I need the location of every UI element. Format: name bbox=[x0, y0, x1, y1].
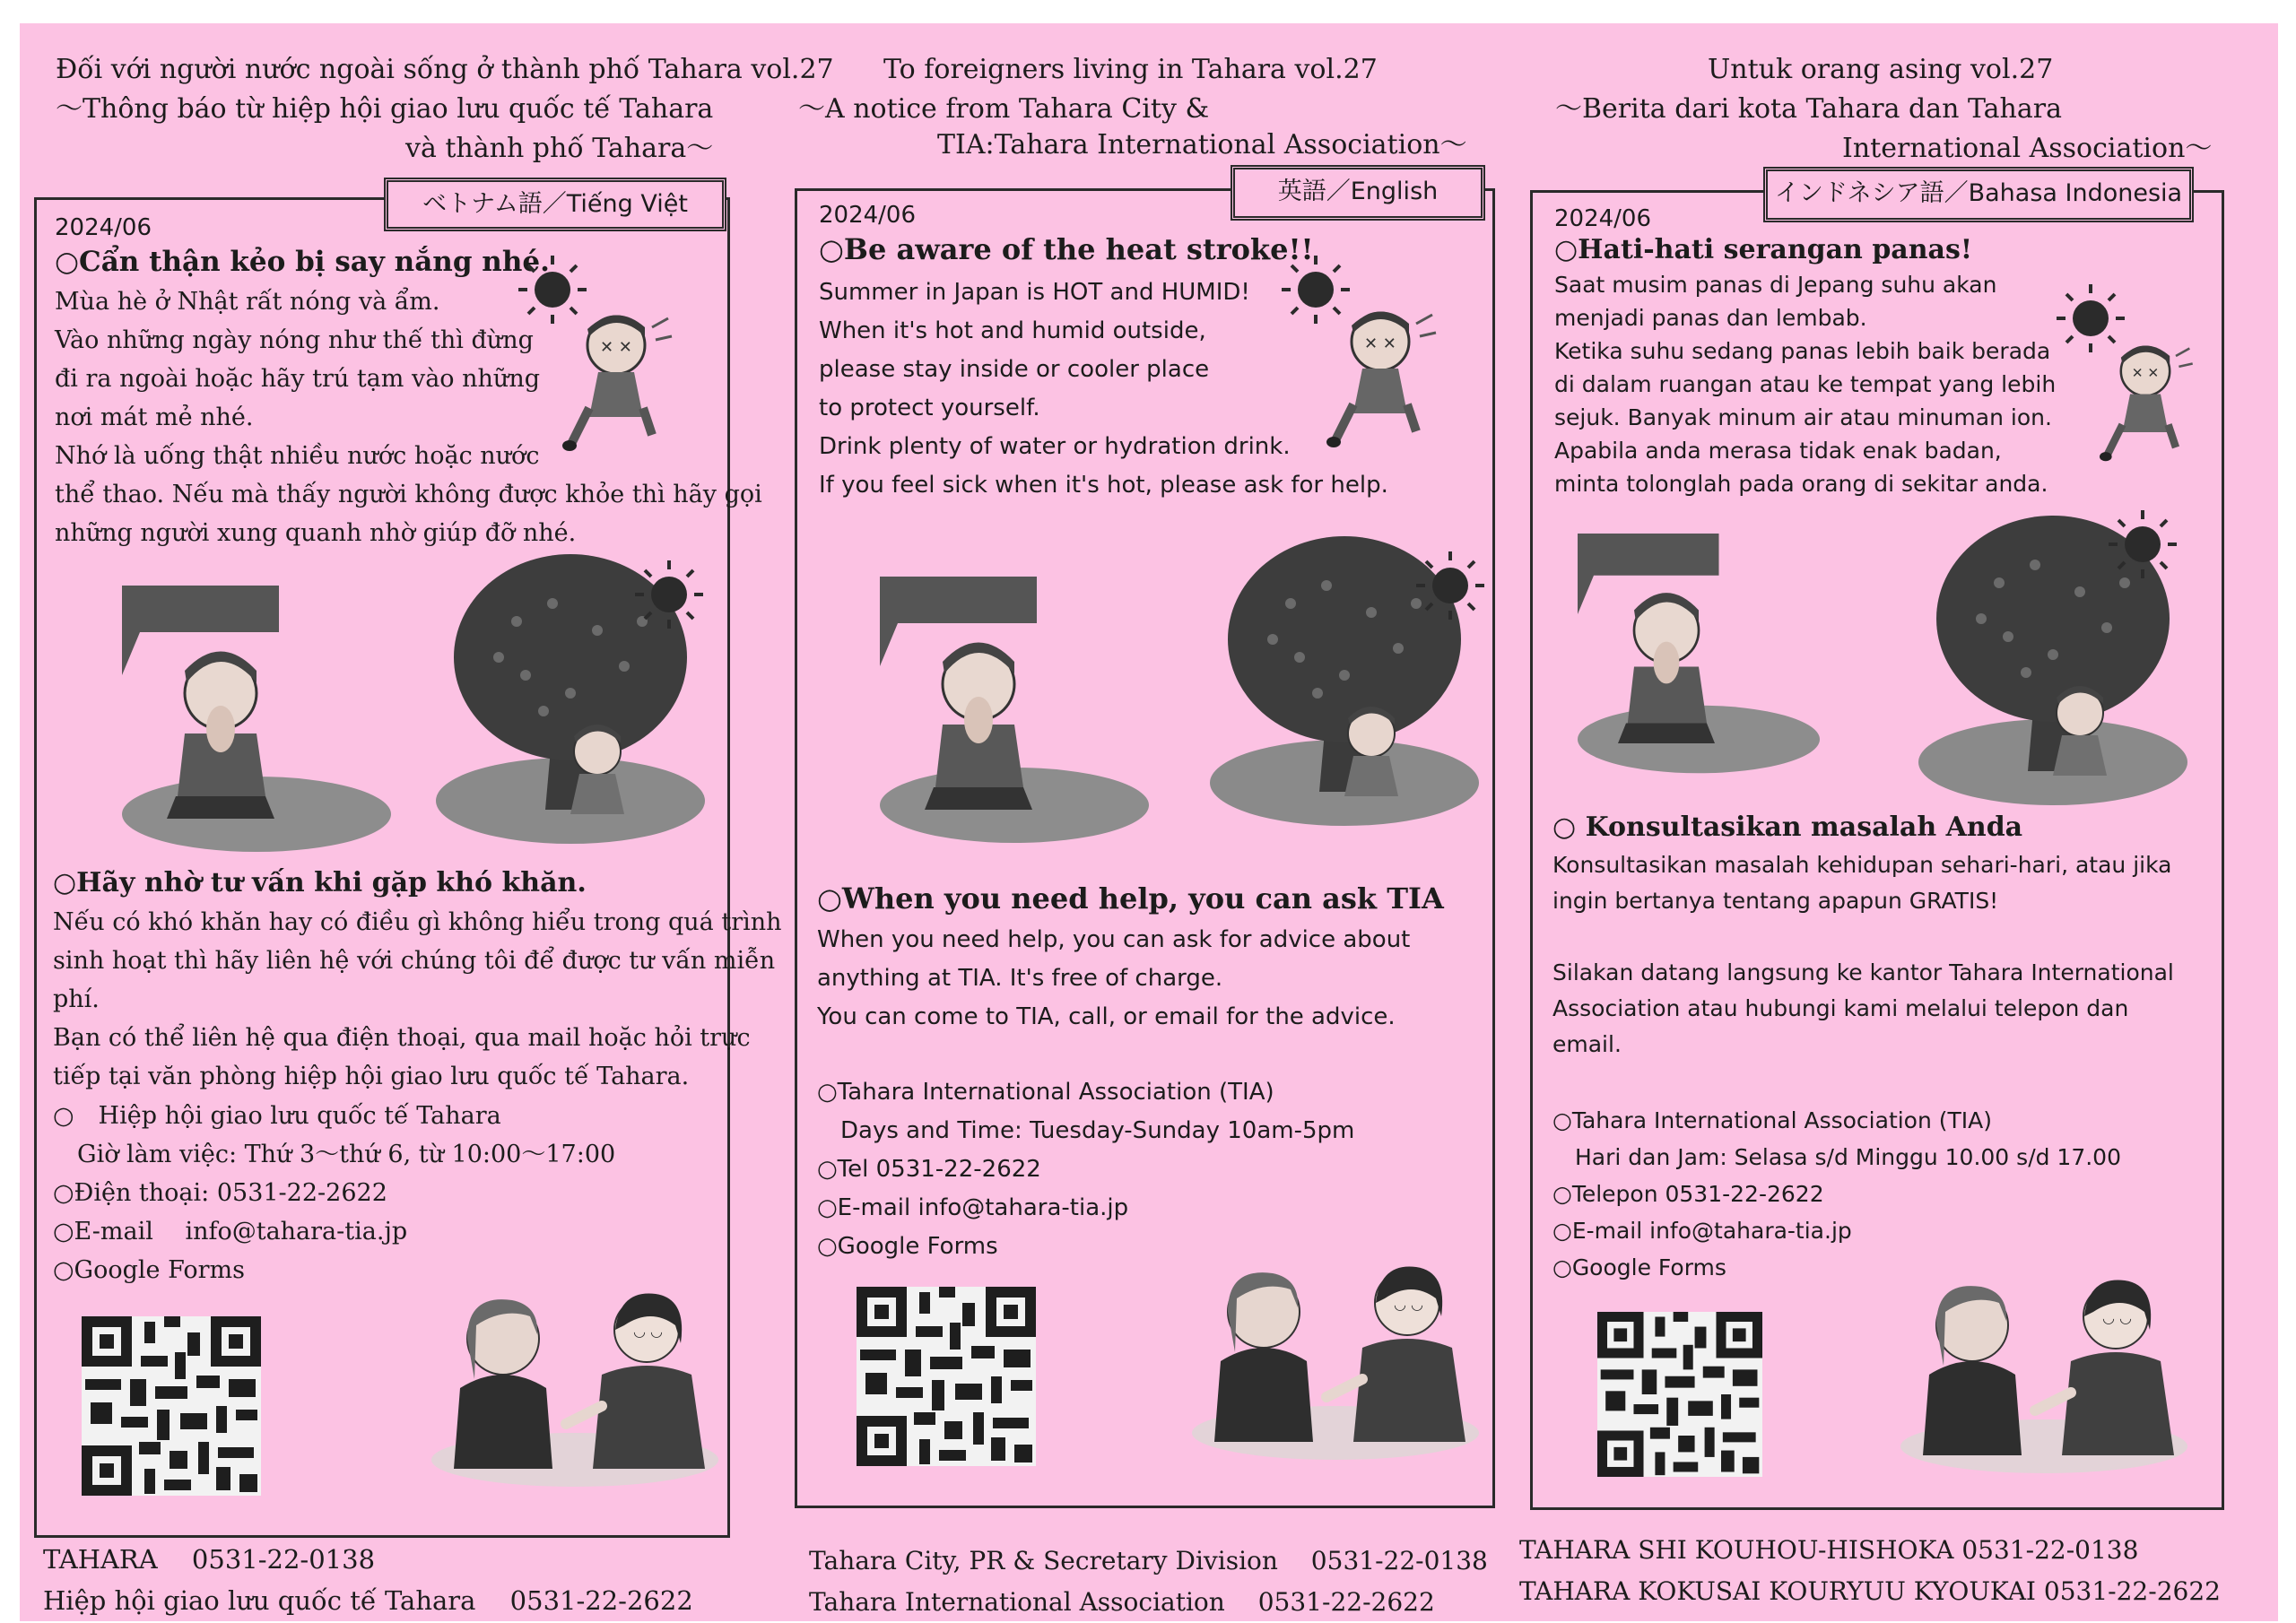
text-line: When you need help, you can ask for advice about bbox=[817, 926, 1411, 953]
text-line: If you feel sick when it's hot, please ask for help. bbox=[819, 472, 1388, 499]
footer-line: Hiệp hội giao lưu quốc tế Tahara 0531-22-2622 bbox=[43, 1585, 693, 1616]
text-line: email. bbox=[1552, 1031, 1622, 1057]
text-line: phí. bbox=[53, 985, 100, 1013]
text-line: ingin bertanya tentang apapun GRATIS! bbox=[1552, 888, 1999, 914]
id-footer bbox=[1519, 1530, 2221, 1612]
vi-language-tag: ベトナム語／Tiếng Việt bbox=[384, 178, 726, 231]
text-line bbox=[1552, 919, 2174, 955]
id-heading-line: International Association～ bbox=[1842, 133, 2213, 164]
vi-heading-line: Đối với người nước ngoài sống ở thành phố Tahara vol.27 bbox=[56, 54, 834, 85]
text-line: please stay inside or cooler place bbox=[819, 356, 1210, 383]
vi-heading bbox=[56, 50, 834, 169]
id-help-text bbox=[1552, 847, 2174, 1063]
qr-code-icon[interactable] bbox=[1597, 1312, 1777, 1491]
footer-line: Tahara City, PR & Secretary Division 0531-22-0138 bbox=[809, 1546, 1488, 1575]
text-line: Mùa hè ở Nhật rất nóng và ẩm. bbox=[55, 288, 440, 316]
text-line: Saat musim panas di Jepang suhu akan bbox=[1554, 272, 1997, 298]
text-line: Ketika suhu sedang panas lebih baik berada bbox=[1554, 338, 2051, 364]
text-line: menjadi panas dan lembab. bbox=[1554, 305, 1867, 331]
text-line: Association atau hubungi kami melalui telepon dan bbox=[1552, 995, 2129, 1021]
indonesian-column bbox=[1492, 23, 2237, 1621]
qr-code-icon[interactable] bbox=[857, 1287, 1036, 1466]
en-help-text bbox=[817, 921, 1410, 1037]
text-line: Drink plenty of water or hydration drink. bbox=[819, 433, 1291, 460]
text-line: Silakan datang langsung ke kantor Tahara International bbox=[1552, 959, 2174, 985]
google-forms-link[interactable]: ○Google Forms bbox=[1552, 1254, 1726, 1280]
vi-content-box bbox=[34, 197, 782, 1538]
text-line: những người xung quanh nhờ giúp đỡ nhé. bbox=[55, 519, 577, 547]
text-line: đi ra ngoài hoặc hãy trú tạm vào những bbox=[55, 365, 540, 393]
footer-line: TAHARA SHI KOUHOU-HISHOKA 0531-22-0138 bbox=[1519, 1535, 2139, 1565]
text-line: Summer in Japan is HOT and HUMID! bbox=[819, 279, 1250, 306]
vi-heading-line: và thành phố Tahara～ bbox=[405, 133, 714, 164]
vi-footer bbox=[43, 1539, 693, 1621]
contact-line: ○Tahara International Association (TIA) bbox=[817, 1079, 1274, 1106]
en-heading bbox=[762, 50, 1491, 161]
vi-help-title: ○Hãy nhờ tư vấn khi gặp khó khăn. bbox=[53, 867, 587, 898]
text-line: When it's hot and humid outside, bbox=[819, 317, 1206, 344]
contact-line: Hari dan Jam: Selasa s/d Minggu 10.00 s/d 17.00 bbox=[1552, 1144, 2121, 1170]
en-content-box bbox=[795, 188, 1495, 1508]
consultation-icon bbox=[1201, 1263, 1488, 1469]
contact-line: ○ Hiệp hội giao lưu quốc tế Tahara bbox=[53, 1102, 501, 1130]
vietnamese-column bbox=[20, 23, 834, 1621]
contact-line: Giờ làm việc: Thứ 3～thứ 6, từ 10:00～17:00 bbox=[53, 1141, 616, 1168]
en-heading-line: TIA:Tahara International Association～ bbox=[937, 129, 1467, 161]
id-heading bbox=[1492, 50, 2237, 169]
text-line: di dalam ruangan atau ke tempat yang lebih bbox=[1554, 371, 2057, 397]
google-forms-link[interactable]: ○Google Forms bbox=[53, 1256, 245, 1284]
en-date: 2024/06 bbox=[819, 202, 917, 229]
id-language-tag: インドネシア語／Bahasa Indonesia bbox=[1763, 167, 2194, 222]
text-line: minta tolonglah pada orang di sekitar anda. bbox=[1554, 471, 2048, 497]
contact-line: Days and Time: Tuesday-Sunday 10am-5pm bbox=[817, 1117, 1355, 1144]
vi-date: 2024/06 bbox=[55, 214, 152, 241]
dizzy-boy-icon bbox=[2100, 341, 2216, 493]
sun-icon bbox=[552, 290, 553, 291]
text-line: tiếp tại văn phòng hiệp hội giao lưu quốc tế Tahara. bbox=[53, 1063, 690, 1090]
id-heat-text bbox=[1554, 268, 2056, 500]
id-date: 2024/06 bbox=[1554, 205, 1652, 232]
vi-heat-title: ○Cẩn thận kẻo bị say nắng nhé. bbox=[55, 246, 550, 278]
contact-line: ○Tahara International Association (TIA) bbox=[1552, 1107, 1993, 1133]
text-line: Apabila anda merasa tidak enak badan, bbox=[1554, 438, 2002, 464]
vi-help-text bbox=[53, 903, 782, 1096]
dizzy-boy-icon bbox=[1326, 306, 1461, 458]
footer-line: TAHARA KOKUSAI KOURYUU KYOUKAI 0531-22-2622 bbox=[1519, 1576, 2221, 1606]
consultation-icon bbox=[1909, 1276, 2196, 1482]
text-line: You can come to TIA, call, or email for the advice. bbox=[817, 1003, 1396, 1030]
id-help-title: ○ Konsultasikan masalah Anda bbox=[1552, 812, 2023, 843]
text-line: Nhớ là uống thật nhiều nước hoặc nước bbox=[55, 442, 540, 470]
vi-contact-list bbox=[53, 1097, 615, 1289]
consultation-icon bbox=[440, 1289, 727, 1496]
text-line: thể thao. Nếu mà thấy người không được khỏe thì hãy gọi bbox=[55, 481, 762, 508]
qr-code-icon[interactable] bbox=[82, 1316, 261, 1496]
text-line: Konsultasikan masalah kehidupan sehari-hari, atau jika bbox=[1552, 852, 2172, 878]
text-line: sinh hoạt thì hãy liên hệ với chúng tôi để được tư vấn miễn bbox=[53, 947, 776, 975]
text-line: anything at TIA. It's free of charge. bbox=[817, 965, 1223, 992]
en-heading-line: ～A notice from Tahara City & bbox=[798, 93, 1210, 125]
text-line: Bạn có thể liên hệ qua điện thoại, qua mail hoặc hỏi trực bbox=[53, 1024, 751, 1052]
boy-in-shade-icon bbox=[1578, 534, 1847, 803]
en-footer bbox=[809, 1541, 1488, 1623]
en-heat-text bbox=[819, 273, 1388, 505]
email-link[interactable]: ○E-mail info@tahara-tia.jp bbox=[1552, 1218, 1852, 1244]
email-link[interactable]: ○E-mail info@tahara-tia.jp bbox=[53, 1218, 408, 1245]
text-line: nơi mát mẻ nhé. bbox=[55, 404, 254, 431]
boy-in-shade-icon bbox=[880, 577, 1149, 846]
id-heading-line: ～Berita dari kota Tahara dan Tahara bbox=[1555, 93, 2062, 125]
google-forms-link[interactable]: ○Google Forms bbox=[817, 1233, 998, 1260]
en-heading-line: To foreigners living in Tahara vol.27 bbox=[883, 54, 1378, 85]
boy-in-shade-icon bbox=[122, 586, 391, 855]
vi-heading-line: ～Thông báo từ hiệp hội giao lưu quốc tế Tahara bbox=[56, 93, 714, 125]
tree-icon bbox=[1927, 520, 2196, 816]
contact-line: ○Điện thoại: 0531-22-2622 bbox=[53, 1179, 387, 1207]
text-line: Vào những ngày nóng như thế thì đừng bbox=[55, 326, 534, 354]
dizzy-boy-icon bbox=[562, 309, 697, 462]
text-line: Nếu có khó khăn hay có điều gì không hiểu trong quá trình bbox=[53, 908, 782, 936]
id-contact-list bbox=[1552, 1102, 2121, 1286]
en-language-tag: 英語／English bbox=[1231, 165, 1485, 221]
en-help-title: ○When you need help, you can ask TIA bbox=[817, 881, 1444, 916]
text-line: sejuk. Banyak minum air atau minuman ion. bbox=[1554, 404, 2052, 430]
english-column bbox=[762, 23, 1491, 1621]
text-line: to protect yourself. bbox=[819, 395, 1040, 421]
footer-line: Tahara International Association 0531-22-2622 bbox=[809, 1587, 1435, 1617]
en-contact-list bbox=[817, 1073, 1354, 1266]
en-heat-title: ○Be aware of the heat stroke!! bbox=[819, 232, 1314, 266]
flyer-sheet bbox=[20, 23, 2278, 1621]
sun-icon bbox=[2143, 544, 2144, 545]
contact-line: ○Telepon 0531-22-2622 bbox=[1552, 1181, 1824, 1207]
email-link[interactable]: ○E-mail info@tahara-tia.jp bbox=[817, 1194, 1129, 1221]
contact-line: ○Tel 0531-22-2622 bbox=[817, 1156, 1041, 1183]
footer-line: TAHARA 0531-22-0138 bbox=[43, 1544, 376, 1575]
id-content-box bbox=[1530, 190, 2224, 1510]
id-heading-line: Untuk orang asing vol.27 bbox=[1708, 54, 2054, 85]
sun-icon bbox=[1316, 290, 1317, 291]
sun-icon bbox=[2091, 318, 2092, 319]
id-heat-title: ○Hati-hati serangan panas! bbox=[1554, 234, 1973, 265]
